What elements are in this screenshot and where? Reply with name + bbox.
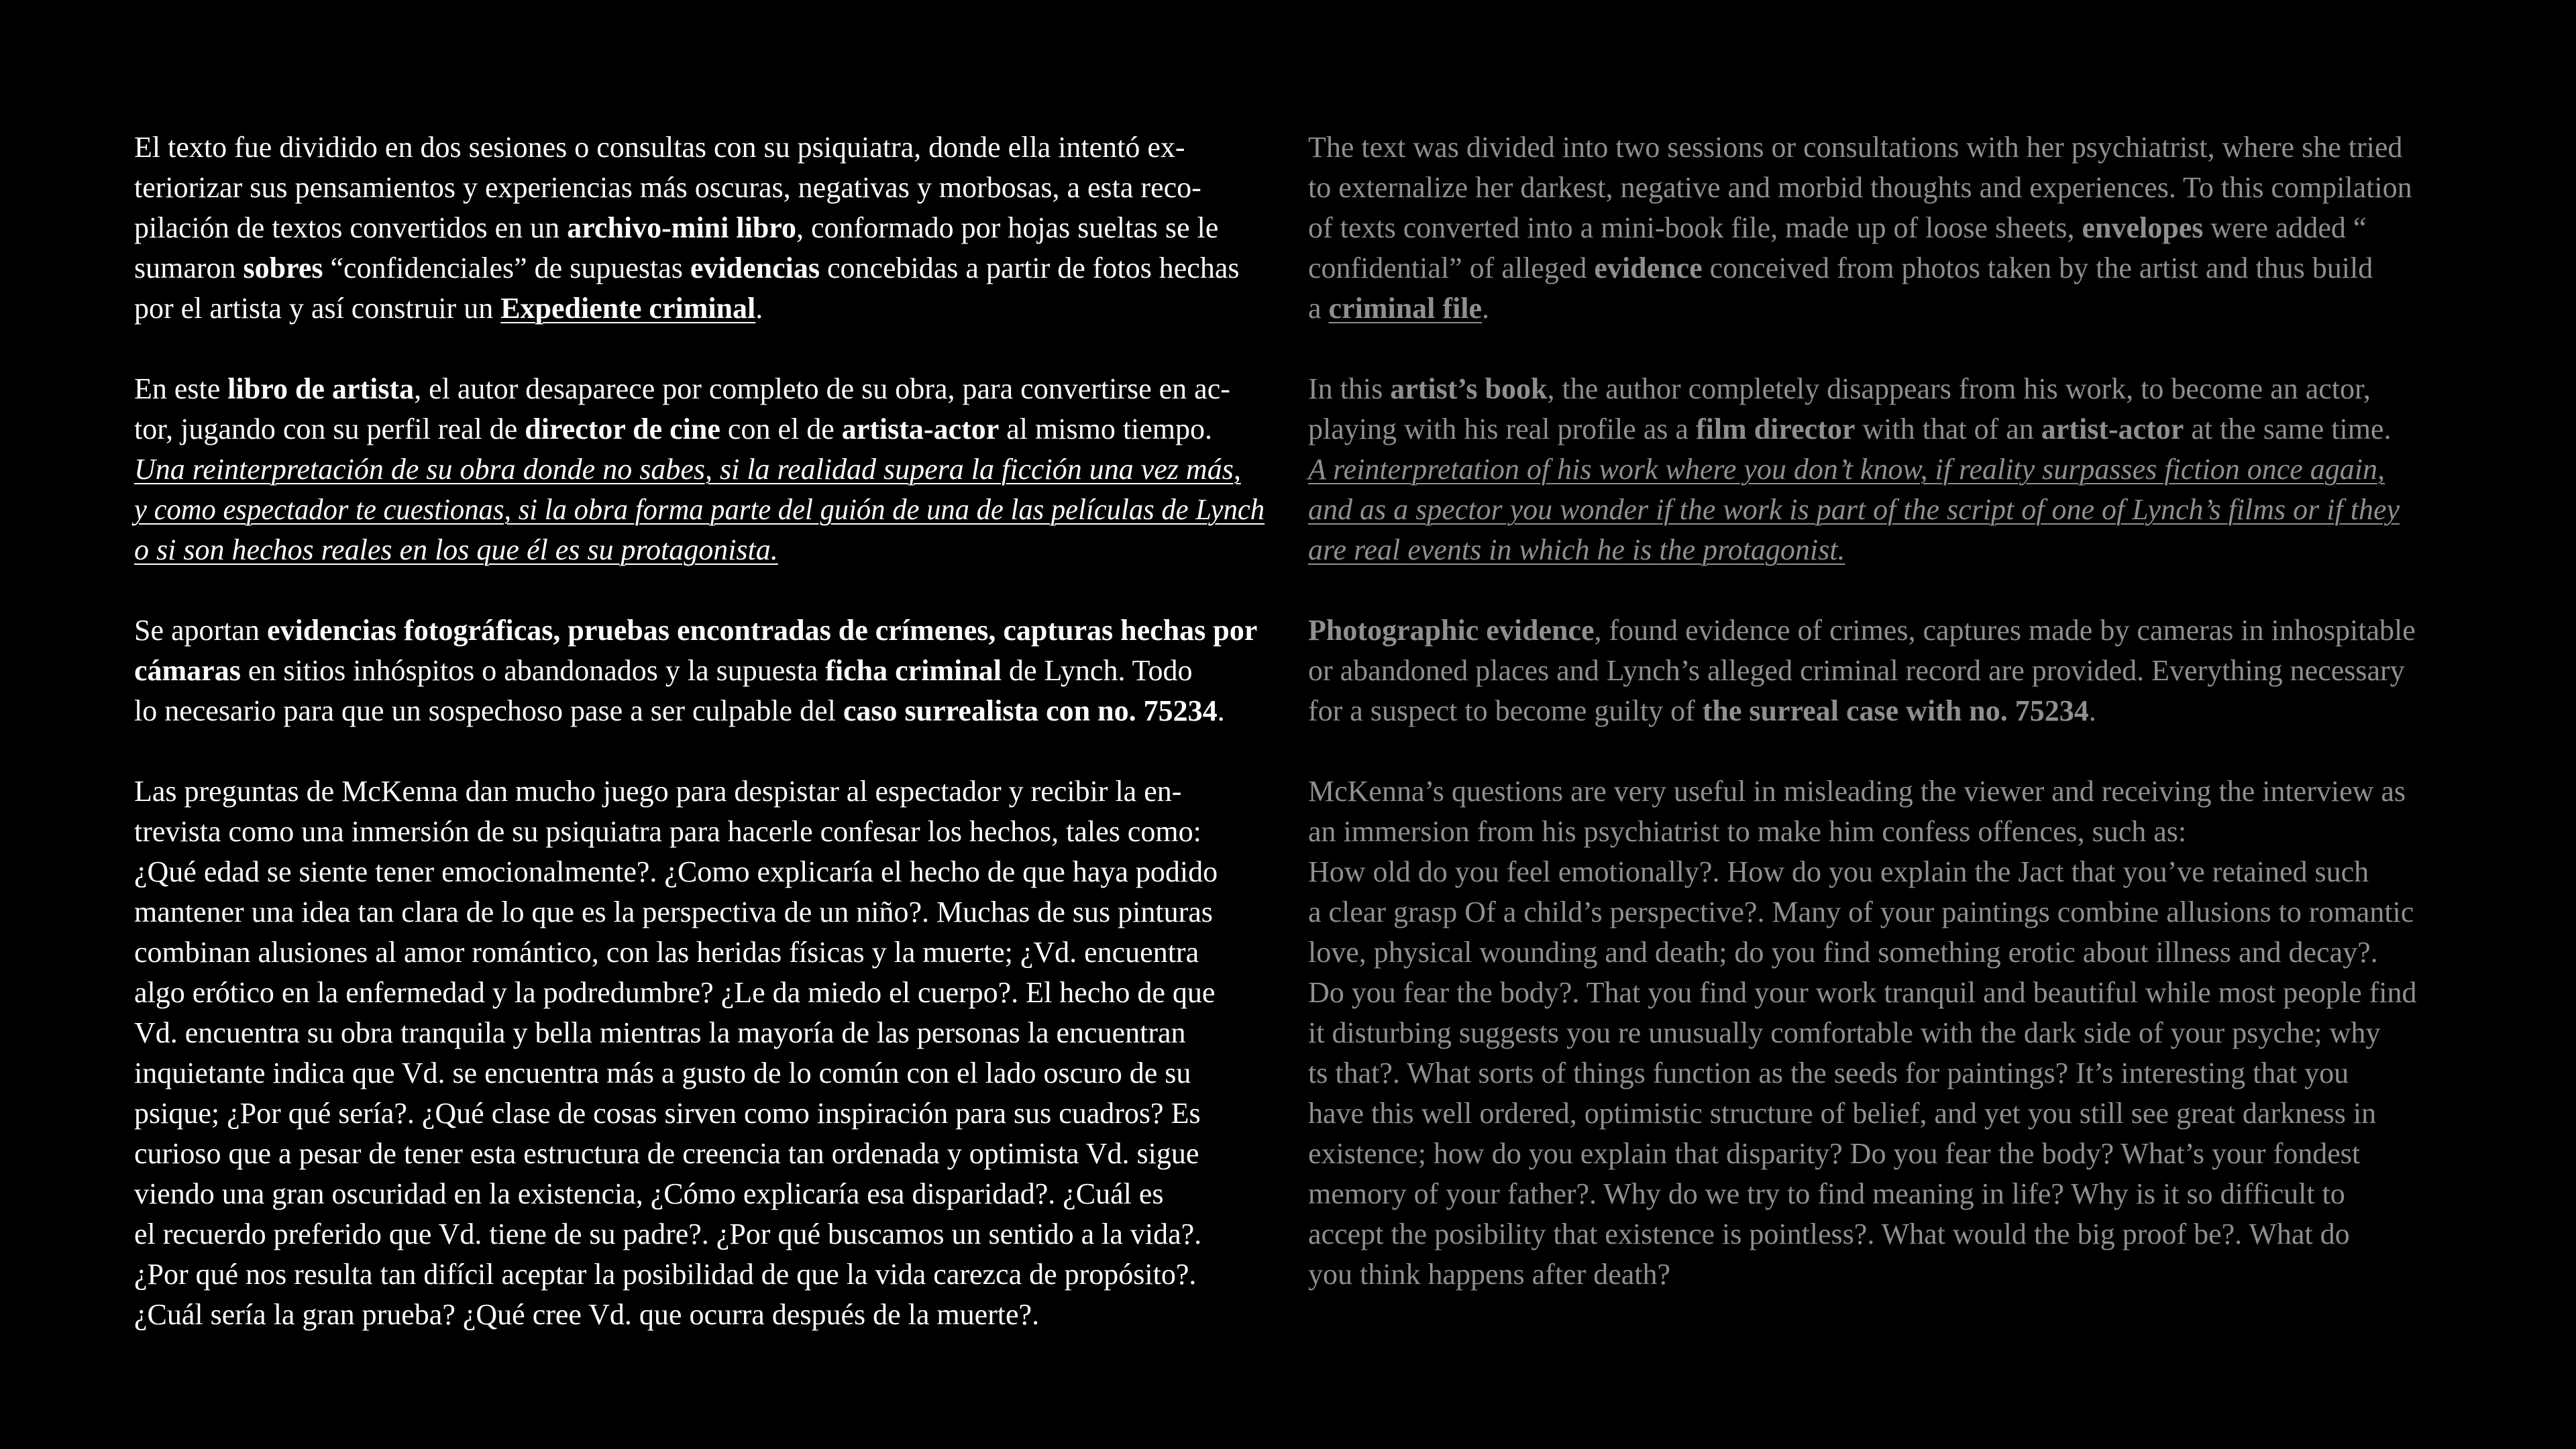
text-run: por el artista y así construir un (134, 292, 501, 325)
text-line: or abandoned places and Lynch’s alleged criminal record are provided. Everything necessary (1308, 654, 2405, 687)
text-run: sumaron (134, 252, 244, 284)
text-run: playing with his real profile as a (1308, 413, 1696, 445)
italic-underlined-line: Una reinterpretación de su obra donde no sabes, si la realidad supera la ficción una vez más, (134, 453, 1241, 486)
text-run: de Lynch. Todo (1001, 654, 1193, 687)
text-line (1308, 369, 2455, 409)
text-run: In this (1308, 372, 1391, 405)
bold-term: envelopes (2082, 211, 2204, 244)
en-paragraph-3 (1308, 610, 2455, 731)
text-line (1308, 691, 2455, 731)
text-run: “confidenciales” de supuestas (323, 252, 690, 284)
italic-underlined-line: o si son hechos reales en los que él es su protagonista. (134, 533, 778, 566)
bold-term: evidencias fotográficas, pruebas encontradas de crímenes, capturas hechas por (266, 614, 1258, 647)
spanish-column (134, 127, 1265, 1335)
paragraph-gap (134, 329, 1265, 369)
bold-term: artist’s book (1390, 372, 1548, 405)
paragraph-gap (134, 731, 1265, 771)
paragraph-gap (134, 570, 1265, 610)
text-line (1308, 208, 2455, 248)
text-line: How old do you feel emotionally?. How do you explain the Jact that you’ve retained such (1308, 855, 2369, 888)
text-line: mantener una idea tan clara de lo que es la perspectiva de un niño?. Muchas de sus pinturas (134, 896, 1213, 928)
es-paragraph-1 (134, 127, 1265, 329)
bold-term: cámaras (134, 654, 241, 687)
text-line: psique; ¿Por qué sería?. ¿Qué clase de cosas sirven como inspiración para sus cuadros? Es (134, 1097, 1201, 1130)
text-run: , el autor desaparece por completo de su obra, para convertirse en ac- (414, 372, 1230, 405)
text-line: The text was divided into two sessions or consultations with her psychiatrist, where she tried (1308, 131, 2403, 164)
paragraph-gap (1308, 329, 2455, 369)
bold-term: caso surrealista con no. 75234 (843, 694, 1218, 727)
text-line: curioso que a pesar de tener esta estructura de creencia tan ordenada y optimista Vd. sigue (134, 1137, 1199, 1170)
text-line: Las preguntas de McKenna dan mucho juego para despistar al espectador y recibir la en- (134, 775, 1182, 808)
text-line: it disturbing suggests you re unusually comfortable with the dark side of your psyche; why (1308, 1016, 2381, 1049)
bold-underlined-term: Expediente criminal (500, 292, 756, 325)
text-line (1308, 248, 2455, 288)
bold-term: libro de artista (227, 372, 415, 405)
text-line: accept the posibility that existence is pointless?. What would the big proof be?. What do (1308, 1218, 2350, 1250)
bold-term: Photographic evidence (1308, 614, 1595, 647)
es-paragraph-4 (134, 771, 1265, 1335)
text-line: memory of your father?. Why do we try to find meaning in life? Why is it so difficult to (1308, 1177, 2345, 1210)
en-paragraph-2 (1308, 369, 2455, 570)
text-run: of texts converted into a mini-book file, made up of loose sheets, (1308, 211, 2082, 244)
text-line: have this well ordered, optimistic structure of belief, and yet you still see great darkness in (1308, 1097, 2377, 1130)
text-run: con el de (720, 413, 842, 445)
text-run: confidential” of alleged (1308, 252, 1595, 284)
text-line (134, 691, 1265, 731)
text-line: El texto fue dividido en dos sesiones o consultas con su psiquiatra, donde ella intentó ex- (134, 131, 1185, 164)
text-line: algo erótico en la enfermedad y la podredumbre? ¿Le da miedo el cuerpo?. El hecho de que (134, 976, 1216, 1009)
bold-term: director de cine (525, 413, 720, 445)
italic-underlined-line: A reinterpretation of his work where you don’t know, if reality surpasses fiction once again, (1308, 453, 2385, 486)
text-run: . (755, 292, 763, 325)
text-run: En este (134, 372, 228, 405)
text-run: en sitios inhóspitos o abandonados y la supuesta (240, 654, 826, 687)
text-line: you think happens after death? (1308, 1258, 1671, 1291)
text-line: inquietante indica que Vd. se encuentra más a gusto de lo común con el lado oscuro de su (134, 1057, 1191, 1089)
text-line (1308, 610, 2455, 651)
english-column (1308, 127, 2455, 1295)
text-run: a (1308, 292, 1329, 325)
bold-term: the surreal case with no. 75234 (1702, 694, 2089, 727)
text-line (134, 248, 1265, 288)
text-line: el recuerdo preferido que Vd. tiene de su padre?. ¿Por qué buscamos un sentido a la vida?. (134, 1218, 1202, 1250)
text-run: al mismo tiempo. (999, 413, 1213, 445)
text-line (134, 610, 1265, 651)
text-line: ¿Cuál sería la gran prueba? ¿Qué cree Vd. que ocurra después de la muerte?. (134, 1298, 1040, 1331)
paragraph-gap (1308, 570, 2455, 610)
es-paragraph-3 (134, 610, 1265, 731)
text-line: McKenna’s questions are very useful in misleading the viewer and receiving the interview as (1308, 775, 2406, 808)
bold-term: evidence (1594, 252, 1703, 284)
bold-term: sobres (243, 252, 323, 284)
text-run: , conformado por hojas sueltas se le (796, 211, 1219, 244)
en-paragraph-4 (1308, 771, 2455, 1295)
text-line (1308, 288, 2455, 329)
text-run: were added “ (2203, 211, 2367, 244)
bold-term: evidencias (690, 252, 820, 284)
text-line: Vd. encuentra su obra tranquila y bella mientras la mayoría de las personas la encuentran (134, 1016, 1186, 1049)
italic-underlined-line: y como espectador te cuestionas, si la obra forma parte del guión de una de las películas de Lynch (134, 493, 1265, 526)
bold-underlined-term: criminal file (1328, 292, 1483, 325)
text-run: pilación de textos convertidos en un (134, 211, 568, 244)
text-line: ts that?. What sorts of things function as the seeds for paintings? It’s interesting that you (1308, 1057, 2349, 1089)
text-line: existence; how do you explain that disparity? Do you fear the body? What’s your fondest (1308, 1137, 2361, 1170)
text-line: a clear grasp Of a child’s perspective?. Many of your paintings combine allusions to romantic (1308, 896, 2414, 928)
text-run: conceived from photos taken by the artist and thus build (1702, 252, 2373, 284)
text-line (1308, 409, 2455, 449)
text-run: at the same time. (2184, 413, 2392, 445)
text-run: Se aportan (134, 614, 267, 647)
text-line: Do you fear the body?. That you find your work tranquil and beautiful while most people find (1308, 976, 2417, 1009)
bold-term: archivo-mini libro (567, 211, 797, 244)
text-run: lo necesario para que un sospechoso pase a ser culpable del (134, 694, 843, 727)
bold-term: artist-actor (2041, 413, 2184, 445)
text-line: love, physical wounding and death; do you find something erotic about illness and decay?. (1308, 936, 2378, 969)
es-paragraph-2 (134, 369, 1265, 570)
en-paragraph-1 (1308, 127, 2455, 329)
text-line: viendo una gran oscuridad en la existencia, ¿Cómo explicaría esa disparidad?. ¿Cuál es (134, 1177, 1164, 1210)
text-run: with that of an (1855, 413, 2041, 445)
text-line (134, 651, 1265, 691)
text-run: , the author completely disappears from his work, to become an actor, (1547, 372, 2371, 405)
italic-underlined-line: and as a spector you wonder if the work is part of the script of one of Lynch’s films or if they (1308, 493, 2400, 526)
text-line: ¿Qué edad se siente tener emocionalmente?. ¿Como explicaría el hecho de que haya podido (134, 855, 1218, 888)
text-run: tor, jugando con su perfil real de (134, 413, 525, 445)
text-line: teriorizar sus pensamientos y experiencias más oscuras, negativas y morbosas, a esta reco- (134, 171, 1201, 204)
text-line (134, 409, 1265, 449)
text-run: . (2088, 694, 2096, 727)
text-line: an immersion from his psychiatrist to make him confess offences, such as: (1308, 815, 2187, 848)
bold-term: artista-actor (841, 413, 1000, 445)
text-line (134, 288, 1265, 329)
bold-term: film director (1695, 413, 1856, 445)
text-run: . (1482, 292, 1490, 325)
text-line (134, 369, 1265, 409)
text-line (134, 208, 1265, 248)
italic-underlined-line: are real events in which he is the protagonist. (1308, 533, 1845, 566)
text-run: , found evidence of crimes, captures made by cameras in inhospitable (1594, 614, 2416, 647)
text-line: trevista como una inmersión de su psiquiatra para hacerle confesar los hechos, tales como: (134, 815, 1201, 848)
paragraph-gap (1308, 731, 2455, 771)
text-run: concebidas a partir de fotos hechas (819, 252, 1240, 284)
text-run: for a suspect to become guilty of (1308, 694, 1703, 727)
text-line: to externalize her darkest, negative and morbid thoughts and experiences. To this compilation (1308, 171, 2412, 204)
text-line: combinan alusiones al amor romántico, con las heridas físicas y la muerte; ¿Vd. encuentra (134, 936, 1199, 969)
text-run: . (1217, 694, 1225, 727)
text-line: ¿Por qué nos resulta tan difícil aceptar la posibilidad de que la vida carezca de propósito?. (134, 1258, 1197, 1291)
bold-term: ficha criminal (825, 654, 1002, 687)
